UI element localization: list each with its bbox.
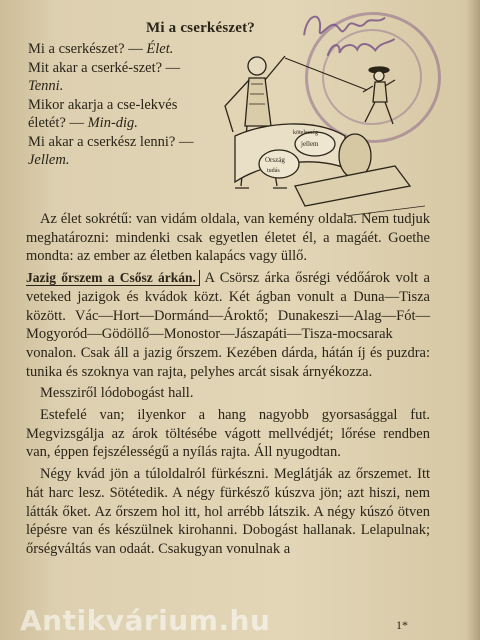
page-heading: Mi a cserkészet?: [146, 20, 255, 36]
paragraph: Messziről lódobogást hall.: [40, 385, 194, 402]
qa-item: [28, 59, 198, 96]
running-scout-icon: [363, 67, 395, 124]
qa-question: Mi akar a cserkész lenni? —: [28, 133, 194, 150]
scout-illustration: [195, 36, 425, 216]
scroll-word: tudás: [267, 168, 280, 174]
rope-line: [285, 58, 367, 90]
page-number: 1*: [396, 618, 408, 632]
section-paragraph: [26, 269, 430, 381]
body-text: [26, 210, 430, 559]
section-title: Jazig őrszem a Csősz árkán.: [26, 270, 200, 286]
scroll-word: jellem: [301, 140, 319, 148]
page-spine-shadow: [466, 0, 480, 640]
scroll-word: kötelesség: [293, 130, 318, 136]
qa-answer: Min-dig.: [87, 115, 138, 131]
qa-item: [28, 40, 198, 59]
scroll-word: Ország: [265, 156, 285, 164]
qa-question: Mit akar a cserké-szet? —: [28, 59, 181, 76]
qa-item: [28, 133, 198, 170]
qa-answer: Élet.: [146, 41, 174, 57]
qa-item: [28, 96, 198, 133]
watermark: Antikvárium.hu: [20, 604, 271, 637]
paragraph: Négy kvád jön a túloldalról fürkészni. Meglátják az őrszemet. Itt hát harc lesz. Sötétedik. A négy fürkésző kúszva jön; azt hiszi, nem látták őket. Az őrszem hol itt, hol arrébb látszik. A négy kúszó ötven lépésre van és készülnek kirohanni. Dobogást hallanak. Lelapulnak; őrségváltás van odaát. Csakugyan vonulnak a: [26, 466, 430, 557]
rolled-scroll-icon: [235, 124, 410, 206]
paragraph: Az élet sokrétű: van vidám oldala, van kemény oldala. Nem tudjuk meghatározni: mindenki csak egyetlen életet él, a magáét. Goethe mondta: az ember az életben kalapács vagy üllő.: [26, 211, 430, 265]
question-answer-block: [28, 40, 198, 170]
qa-question: Mi a cserkészet? —: [28, 41, 143, 57]
qa-question: Mikor akarja a cse-lekvés életét? —: [28, 96, 178, 131]
paragraph: Estefelé van; ilyenkor a hang nagyobb gyorsasággal fut. Megvizsgálja az árok töltésébe vágott mellvédjét; lőrése rendben van, éppen fejszélességű a nyílás rajta. Áll nyugodtan.: [26, 407, 430, 461]
section-text: A Csörsz árka ősrégi védőárok volt a veteked jazigok és kvádok közt. Két ágban vonult a Duna—Tisza között. Vác—Hort—Dormánd—Ároktő; Dunakeszi—Alag—Fót—Mogyoród—Gödöllő—Monostor—Jászapáti—Tisza-mocsarak vonalon. Csak áll a jazig őrszem. Kezében dárda, hátán íj és puzdra: tunika és szoknya van rajta, pelyhes arcát sisak árnyékozza.: [26, 270, 430, 380]
qa-answer: Jellem.: [28, 152, 70, 168]
qa-answer: Tenni.: [28, 78, 64, 94]
